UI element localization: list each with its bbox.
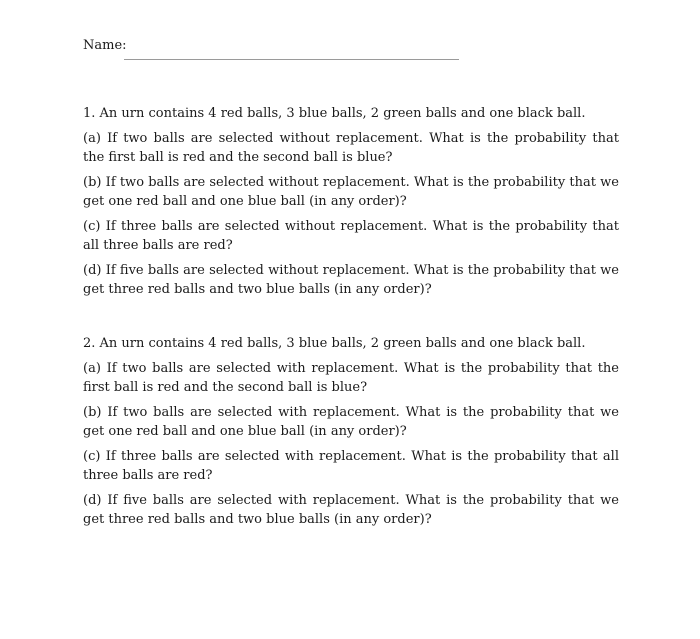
problem-part-d: (d) If five balls are selected without replacement. What is the probability that we get three red balls and two blue balls (in any order)? (83, 262, 619, 297)
problem-part-d: (d) If five balls are selected with replacement. What is the probability that we get three red balls and two blue balls (in any order)? (83, 492, 619, 527)
problem-intro: 2. An urn contains 4 red balls, 3 blue balls, 2 green balls and one black ball. (83, 336, 586, 351)
name-blank-line[interactable] (124, 59, 459, 60)
problem-part-a: (a) If two balls are selected with replacement. What is the probability that the first ball is red and the second ball is blue? (83, 360, 619, 395)
problem-part-b: (b) If two balls are selected with replacement. What is the probability that we get one red ball and one blue ball (in any order)? (83, 404, 619, 439)
problem-part-a: (a) If two balls are selected without replacement. What is the probability that the first ball is red and the second ball is blue? (83, 130, 619, 165)
problem-part-c: (c) If three balls are selected without replacement. What is the probability that all three balls are red? (83, 218, 619, 253)
problem-part-c: (c) If three balls are selected with replacement. What is the probability that all three balls are red? (83, 448, 619, 483)
problem-2 (83, 334, 619, 530)
problem-1 (83, 104, 619, 300)
problem-part-b: (b) If two balls are selected without replacement. What is the probability that we get one red ball and one blue ball (in any order)? (83, 174, 619, 209)
name-label: Name: (83, 38, 127, 53)
problem-intro: 1. An urn contains 4 red balls, 3 blue balls, 2 green balls and one black ball. (83, 106, 586, 121)
